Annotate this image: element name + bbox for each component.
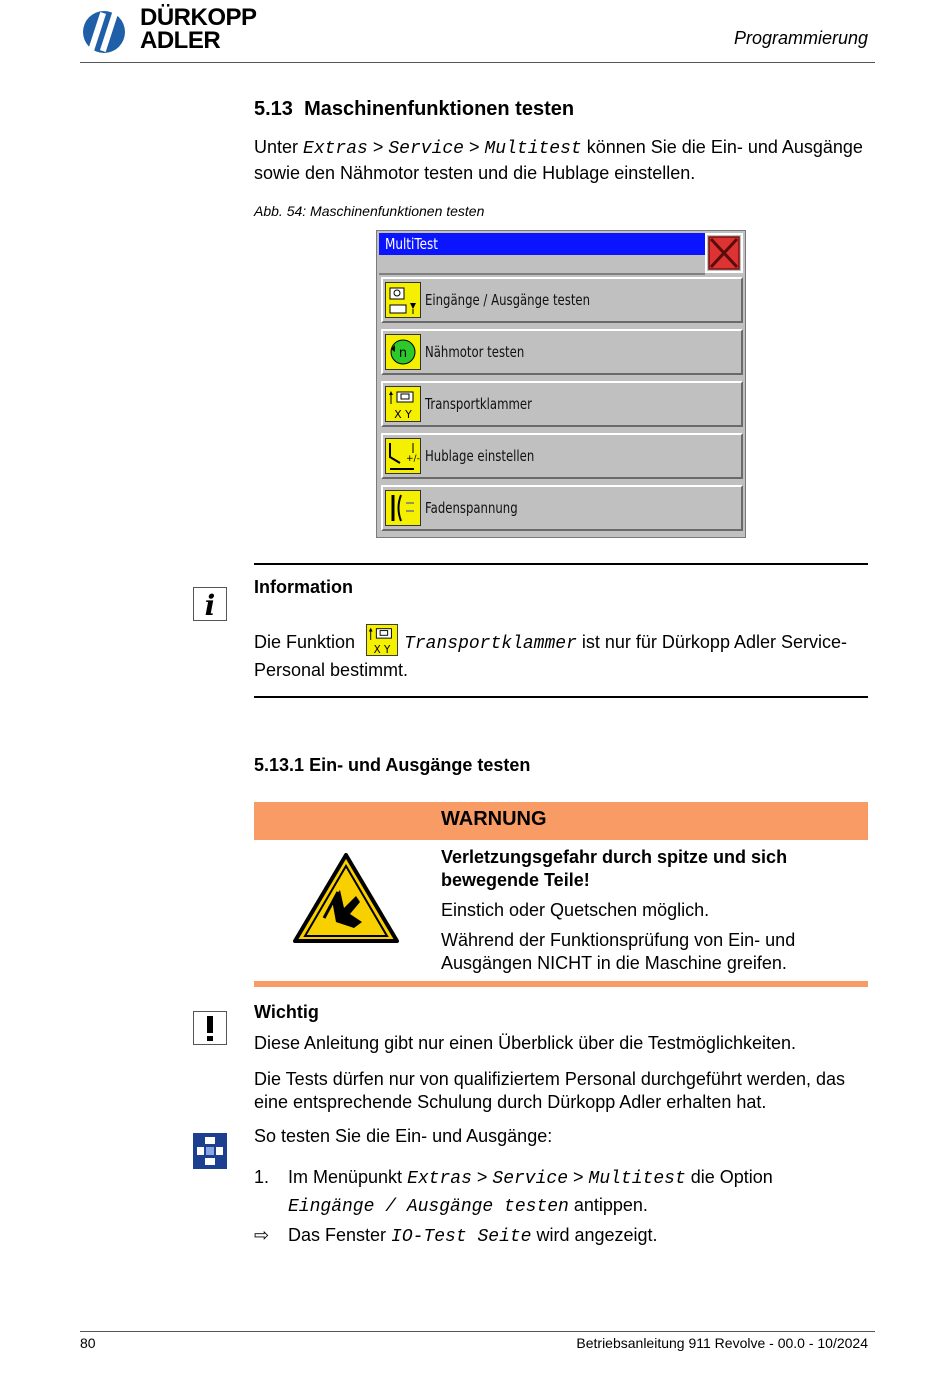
procedure-result <box>254 1222 874 1250</box>
svg-text:+/-: +/- <box>406 454 420 464</box>
intro-suffix: können Sie die Ein- und Ausgänge sowie den Nähmotor testen und die Hublage einstellen. <box>254 137 863 183</box>
menu-item-label: Hublage einstellen <box>425 447 535 465</box>
multitest-titlebar <box>379 233 705 255</box>
header-section-name: Programmierung <box>733 28 868 48</box>
warning-hazard: Verletzungsgefahr durch spitze und sich bewegende Teile! <box>441 847 788 890</box>
information-text <box>254 624 874 683</box>
function-name: Transportklammer <box>404 634 577 654</box>
step-menu-extras: Extras <box>407 1169 472 1189</box>
procedure-step-1 <box>254 1164 874 1220</box>
procedure-icon <box>193 1133 227 1169</box>
subsection-title-text: Ein- und Ausgänge testen <box>309 755 531 775</box>
info-top-rule <box>254 563 868 565</box>
important-heading: Wichtig <box>254 1002 319 1022</box>
information-icon <box>193 587 227 621</box>
procedure-intro: So testen Sie die Ein- und Ausgänge: <box>254 1126 553 1146</box>
svg-text:X Y: X Y <box>373 644 391 656</box>
menu-item-thread-tension[interactable] <box>381 485 743 531</box>
menu-separator: > <box>471 1167 493 1187</box>
multitest-subbar <box>379 255 705 275</box>
step-prefix: Im Menüpunkt <box>288 1167 408 1187</box>
multitest-screen <box>376 230 746 538</box>
warning-consequence: Einstich oder Quetschen möglich. <box>441 900 710 920</box>
step-option: Eingänge / Ausgänge testen <box>288 1197 569 1217</box>
brand-name-line1: DÜRKOPP <box>140 4 257 31</box>
svg-text:i: i <box>204 589 216 620</box>
important-para-2: Die Tests dürfen nur von qualifiziertem Personal durchgeführt werden, das eine entsprechende Schulung durch Dürkopp Adler erhalten hat. <box>254 1069 845 1112</box>
menu-item-transport-clamp[interactable] <box>381 381 743 427</box>
header-divider <box>80 62 875 63</box>
thread-tension-icon <box>385 490 421 526</box>
warning-title: WARNUNG <box>441 808 547 830</box>
warning-header-bar <box>254 802 868 840</box>
result-window-name: IO-Test Seite <box>391 1227 532 1247</box>
menu-separator: > <box>568 1167 589 1187</box>
io-test-icon <box>385 282 421 318</box>
section-title-text: Maschinenfunktionen testen <box>304 98 575 120</box>
warning-avoidance: Während der Funktionsprüfung von Ein- und Ausgängen NICHT in die Maschine greifen. <box>441 930 796 973</box>
hand-injury-warning-icon <box>292 852 400 944</box>
transport-clamp-icon <box>385 386 421 422</box>
multitest-title: MultiTest <box>385 235 438 253</box>
page-number: 80 <box>80 1335 96 1351</box>
menu-separator: > <box>463 137 485 157</box>
menu-multitest: Multitest <box>484 139 582 159</box>
footer-divider <box>80 1331 875 1332</box>
section-number: 5.13 <box>254 98 293 120</box>
menu-separator: > <box>367 137 389 157</box>
info-bottom-rule <box>254 696 868 698</box>
footer-document-info: Betriebsanleitung 911 Revolve - 00.0 - 10/2024 <box>576 1335 868 1351</box>
section-title <box>254 98 574 121</box>
menu-item-label: Nähmotor testen <box>425 343 525 361</box>
step-menu-multitest: Multitest <box>588 1169 686 1189</box>
figure-caption: Abb. 54: Maschinenfunktionen testen <box>254 203 485 219</box>
menu-service: Service <box>388 139 464 159</box>
menu-item-label: Eingänge / Ausgänge testen <box>425 291 591 309</box>
warning-bottom-bar <box>254 981 868 987</box>
intro-prefix: Unter <box>254 137 304 157</box>
subsection-title <box>254 755 530 776</box>
exclamation-icon <box>193 1011 227 1045</box>
menu-item-io-test[interactable] <box>381 277 743 323</box>
close-button[interactable] <box>705 233 743 273</box>
result-suffix: wird angezeigt. <box>531 1225 658 1245</box>
result-prefix: Das Fenster <box>288 1225 392 1245</box>
menu-item-label: Transportklammer <box>425 395 532 413</box>
sewing-motor-icon <box>385 334 421 370</box>
info-text-suffix: ist nur für Dürkopp Adler Service-Personal bestimmt. <box>254 632 847 680</box>
menu-item-sewing-motor[interactable] <box>381 329 743 375</box>
stroke-position-icon <box>385 438 421 474</box>
svg-text:X Y: X Y <box>394 408 412 421</box>
intro-paragraph <box>254 135 874 185</box>
step-suffix: antippen. <box>568 1195 648 1215</box>
step-middle: die Option <box>685 1167 773 1187</box>
transport-clamp-icon <box>366 624 398 656</box>
step-menu-service: Service <box>492 1169 569 1189</box>
brand-name-line2: ADLER <box>140 27 221 54</box>
subsection-number: 5.13.1 <box>254 755 305 775</box>
important-text <box>254 1032 874 1127</box>
svg-text:n: n <box>398 346 408 361</box>
important-para-1: Diese Anleitung gibt nur einen Überblick über die Testmöglichkeiten. <box>254 1033 796 1053</box>
info-text-prefix: Die Funktion <box>254 632 361 652</box>
menu-extras: Extras <box>303 139 368 159</box>
close-icon <box>707 235 741 271</box>
warning-text <box>441 846 861 982</box>
menu-item-label: Fadenspannung <box>425 499 518 517</box>
menu-item-stroke-position[interactable] <box>381 433 743 479</box>
step-number: 1. <box>254 1167 270 1187</box>
result-arrow-icon: ⇨ <box>254 1225 270 1245</box>
information-heading: Information <box>254 577 353 597</box>
